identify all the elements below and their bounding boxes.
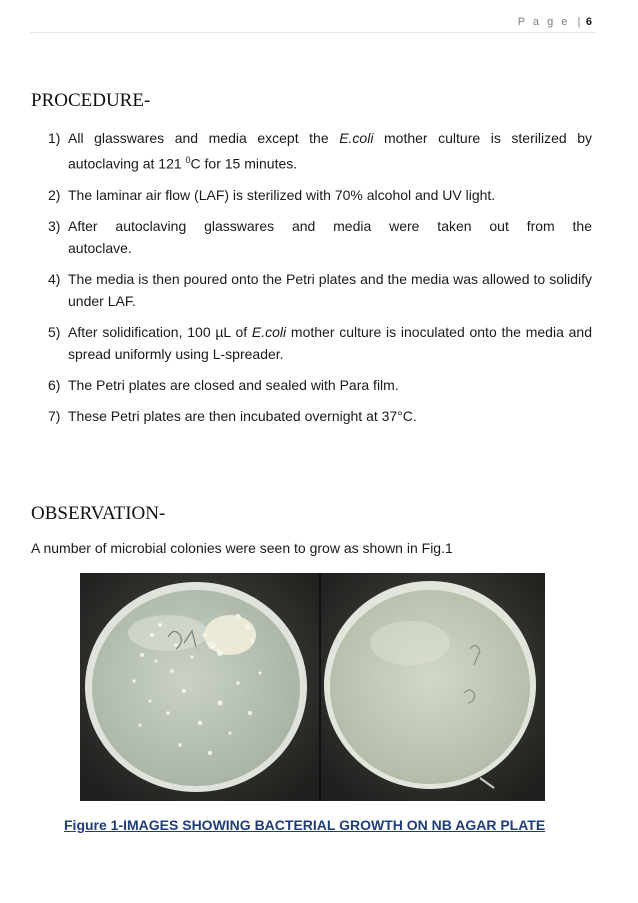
observation-title: OBSERVATION- (31, 503, 166, 524)
step-number: 6) (48, 376, 61, 393)
procedure-step (48, 184, 592, 206)
step-number: 4) (48, 270, 61, 287)
step-text: These Petri plates are then incubated overnight at 37°C. (68, 407, 417, 424)
step-number: 5) (48, 323, 61, 340)
right-plate-panel (321, 573, 545, 801)
step-number: 7) (48, 407, 61, 424)
header-divider (30, 32, 596, 33)
procedure-step (48, 127, 592, 175)
petri-dish-photo (80, 573, 545, 801)
procedure-step (48, 374, 592, 396)
page-header (518, 16, 592, 28)
figure-caption: Figure 1-IMAGES SHOWING BACTERIAL GROWTH ON NB AGAR PLATE (64, 817, 546, 833)
step-text: After solidification, 100 µL of E.coli mother culture is inoculated onto the media and spread uniformly using L-spreader. (68, 323, 592, 362)
step-text: All glasswares and media except the E.coli mother culture is sterilized by autoclaving at 121 $^0$C for 15 minutes. (68, 130, 593, 172)
page-number: 6 (585, 16, 592, 28)
observation-text: A number of microbial colonies were seen to grow as shown in Fig.1 (31, 540, 453, 556)
procedure-step (48, 405, 592, 427)
procedure-step (48, 215, 592, 259)
procedure-steps (48, 127, 592, 436)
procedure-title: PROCEDURE- (31, 90, 151, 111)
step-text: The media is then poured onto the Petri plates and the media was allowed to solidify under LAF. (68, 270, 592, 309)
step-number: 2) (48, 186, 61, 203)
step-text: After autoclaving glasswares and media were taken out from the autoclave. (68, 217, 592, 256)
page-label: P a g e (517, 16, 570, 28)
left-plate-panel (80, 573, 319, 801)
step-number: 3) (48, 217, 61, 234)
right-plate-agar (330, 590, 530, 784)
page-separator: | (577, 16, 581, 28)
organism-name: E.coli (339, 130, 374, 146)
step-text: The laminar air flow (LAF) is sterilized with 70% alcohol and UV light. (68, 186, 496, 203)
left-plate-agar (92, 590, 300, 786)
step-text: The Petri plates are closed and sealed with Para film. (68, 376, 399, 393)
procedure-step (48, 268, 592, 312)
organism-name: E.coli (251, 323, 287, 340)
step-number: 1) (48, 130, 61, 146)
procedure-step (48, 321, 592, 365)
